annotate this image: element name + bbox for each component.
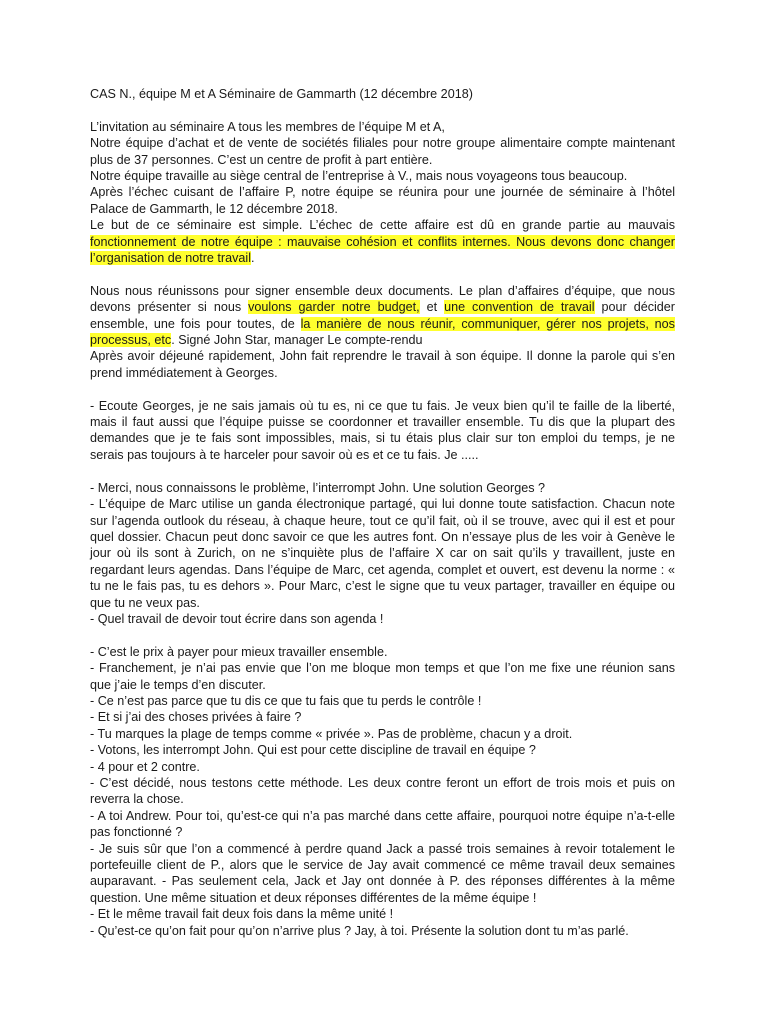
invitation-line: L’invitation au séminaire A tous les membres de l’équipe M et A,	[90, 119, 445, 134]
document-title: CAS N., équipe M et A Séminaire de Gammarth (12 décembre 2018)	[90, 87, 473, 101]
invitation-line: Notre équipe d’achat et de vente de sociétés filiales pour notre groupe alimentaire compte maintenant plus de 37 personnes. C’est un centre de profit à part entière.	[90, 136, 675, 167]
dialogue-line: - Ce n’est pas parce que tu dis ce que tu fais que tu perds le contrôle !	[90, 693, 482, 708]
document-body	[90, 86, 675, 939]
dialogue-line: - Tu marques la plage de temps comme « privée ». Pas de problème, chacun y a droit.	[90, 726, 573, 741]
meeting-text: pour décider ensemble, une fois pour toutes, de	[90, 300, 675, 331]
meeting-paragraph	[90, 283, 675, 349]
after-lunch-paragraph: Après avoir déjeuné rapidement, John fait reprendre le travail à son équipe. Il donne la parole qui s’en prend immédiatement à Georges.	[90, 349, 675, 380]
goal-text: Le but de ce séminaire est simple. L’échec de cette affaire est dû en grande partie au mauvais	[90, 218, 675, 233]
dialogue-line: - Quel travail de devoir tout écrire dans son agenda !	[90, 611, 384, 626]
highlighted-text: la manière de nous réunir, communiquer, gérer nos projets, nos processus, etc	[90, 316, 675, 348]
invitation-line: Notre équipe travaille au siège central de l’entreprise à V., mais nous voyageons tous beaucoup.	[90, 169, 628, 184]
dialogue-line: - Et le même travail fait deux fois dans la même unité !	[90, 907, 394, 922]
dialogue-line: - Votons, les interrompt John. Qui est pour cette discipline de travail en équipe ?	[90, 743, 536, 758]
goal-text: .	[251, 251, 255, 266]
meeting-text: Nous nous réunissons pour signer ensemble deux documents. Le plan d’affaires d’équipe, que nous devons présenter si nous	[90, 283, 675, 315]
dialogue-line: - Et si j’ai des choses privées à faire ?	[90, 710, 302, 725]
dialogue-line: - C’est décidé, nous testons cette méthode. Les deux contre feront un effort de trois mois et puis on reverra la chose.	[90, 775, 675, 807]
dialogue-line: - Qu’est-ce qu’on fait pour qu’on n’arrive plus ? Jay, à toi. Présente la solution dont tu m’as parlé.	[90, 923, 629, 938]
meeting-text: et	[419, 300, 445, 315]
dialogue-line: - C’est le prix à payer pour mieux travailler ensemble.	[90, 644, 388, 659]
goal-paragraph	[90, 217, 675, 266]
dialogue-line: - Merci, nous connaissons le problème, l’interrompt John. Une solution Georges ?	[90, 480, 545, 495]
meeting-text: . Signé John Star, manager Le compte-rendu	[171, 333, 423, 348]
dialogue-line: - 4 pour et 2 contre.	[90, 759, 200, 774]
dialogue-line: - A toi Andrew. Pour toi, qu’est-ce qui n’a pas marché dans cette affaire, pourquoi notre équipe n’a-t-elle pas fonctionné ?	[90, 808, 675, 840]
invitation-line: Après l’échec cuisant de l’affaire P, notre équipe se réunira pour une journée de séminaire à l’hôtel Palace de Gammarth, le 12 décembre 2018.	[90, 185, 675, 216]
dialogue-line: - Franchement, je n’ai pas envie que l’on me bloque mon temps et que l’on me fixe une réunion sans que j’aie le temps d’en discuter.	[90, 661, 675, 692]
dialogue-line: - Ecoute Georges, je ne sais jamais où tu es, ni ce que tu fais. Je veux bien qu’il te faille de la liberté, mais il faut aussi que l’équipe puisse se coordonner et travailler ensemble. Tu dis que la plupart des demandes que je te fais sont impossibles, mais, si tu étais plus clair sur ton emploi du temps, je ne serais pas toujours à te harceler pour savoir où es et ce tu fais. Je .....	[90, 398, 675, 462]
highlighted-text: fonctionnement de notre équipe : mauvaise cohésion et conflits internes. Nous devons donc changer l’organisation de notre travail	[90, 234, 675, 266]
highlighted-text: voulons garder notre budget,	[248, 300, 420, 315]
highlighted-text: une convention de travail	[444, 300, 595, 315]
dialogue-line: - Je suis sûr que l’on a commencé à perdre quand Jack a passé trois semaines à revoir totalement le portefeuille client de P., alors que le service de Jay avait commencé ce même travail deux semaines auparavant. - Pas seulement cela, Jack et Jay ont donnée à P. des réponses différentes à la même question. Une même situation et deux réponses différentes de la même équipe !	[90, 841, 675, 905]
dialogue-line: - L’équipe de Marc utilise un ganda électronique partagé, qui lui donne toute satisfaction. Chacun note sur l’agenda outlook du réseau, à chaque heure, tout ce qu’il fait, où il se trouve, avec qui il est et pour quel dossier. Chacun peut donc savoir ce que les autres font. On n’essaye plus de les voir à Genève le jour où ils sont à Zurich, on ne s’inquiète plus de l’affaire X car on sait qu’ils y travaillent, juste en regardant leurs agendas. Dans l’équipe de Marc, cet agenda, complet et ouvert, est devenu la norme : « tu ne le fais pas, tu es dehors ». Pour Marc, c’est le signe que tu veux partager, travailler en équipe ou que tu ne veux pas.	[90, 497, 675, 610]
